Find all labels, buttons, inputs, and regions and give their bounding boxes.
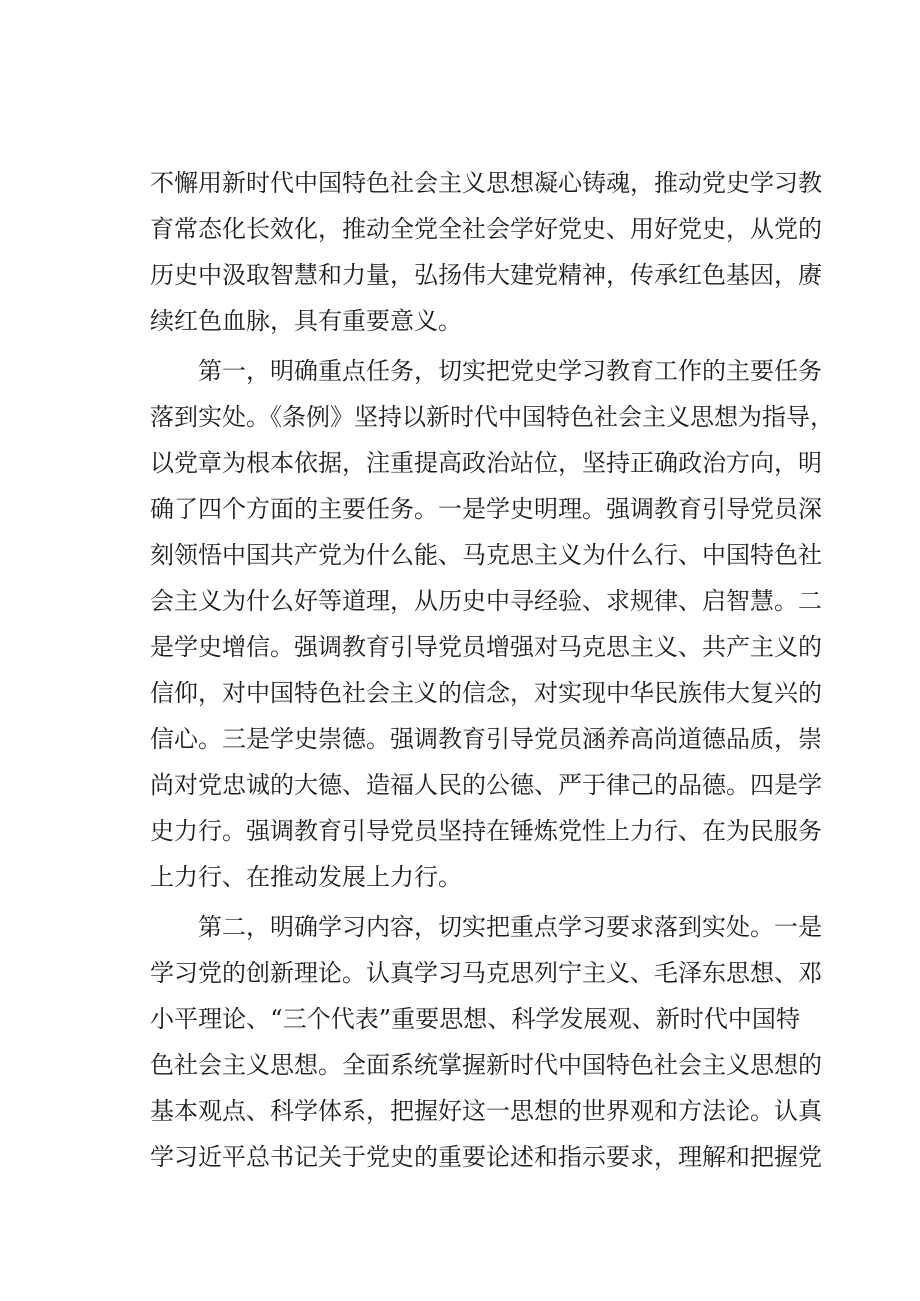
text-line: 学习党的创新理论。认真学习马克思列宁主义、毛泽东思想、邓 bbox=[150, 959, 822, 987]
text-line: 会主义为什么好等道理，从历史中寻经验、求规律、启智慧。二 bbox=[150, 587, 822, 615]
text-line: 信仰，对中国特色社会主义的信念，对实现中华民族伟大复兴的 bbox=[150, 679, 822, 707]
text-line: 基本观点、科学体系，把握好这一思想的世界观和方法论。认真 bbox=[150, 1097, 822, 1125]
text-line: 史力行。强调教育引导党员坚持在锤炼党性上力行、在为民服务 bbox=[150, 817, 822, 845]
paragraph-1 bbox=[150, 160, 822, 344]
text-line: 历史中汲取智慧和力量，弘扬伟大建党精神，传承红色基因，赓 bbox=[150, 261, 822, 289]
text-line: 学习近平总书记关于党史的重要论述和指示要求，理解和把握党 bbox=[150, 1143, 822, 1171]
text-line: 第一，明确重点任务，切实把党史学习教育工作的主要任务 bbox=[198, 357, 822, 385]
text-line: 刻领悟中国共产党为什么能、马克思主义为什么行、中国特色社 bbox=[150, 541, 822, 569]
paragraph-2 bbox=[150, 348, 834, 900]
text-line: 以党章为根本依据，注重提高政治站位，坚持正确政治方向，明 bbox=[150, 449, 822, 477]
text-line: 落到实处。《条例》坚持以新时代中国特色社会主义思想为指导， bbox=[150, 403, 834, 431]
text-line: 信心。三是学史崇德。强调教育引导党员涵养高尚道德品质，崇 bbox=[150, 725, 822, 753]
text-line: 色社会主义思想。全面系统掌握新时代中国特色社会主义思想的 bbox=[150, 1051, 822, 1079]
text-line: 不懈用新时代中国特色社会主义思想凝心铸魂，推动党史学习教 bbox=[150, 169, 822, 197]
document-body bbox=[150, 160, 834, 1180]
paragraph-3 bbox=[150, 904, 822, 1180]
text-line: 尚对党忠诚的大德、造福人民的公德、严于律己的品德。四是学 bbox=[150, 771, 822, 799]
text-line: 育常态化长效化，推动全党全社会学好党史、用好党史，从党的 bbox=[150, 215, 822, 243]
text-line: 第二，明确学习内容，切实把重点学习要求落到实处。一是 bbox=[198, 913, 822, 941]
text-line: 确了四个方面的主要任务。一是学史明理。强调教育引导党员深 bbox=[150, 495, 822, 523]
text-line: 上力行、在推动发展上力行。 bbox=[150, 863, 462, 891]
text-line: 是学史增信。强调教育引导党员增强对马克思主义、共产主义的 bbox=[150, 633, 822, 661]
text-line: 续红色血脉，具有重要意义。 bbox=[150, 307, 462, 335]
text-line: 小平理论、“三个代表”重要思想、科学发展观、新时代中国特 bbox=[150, 1005, 800, 1033]
